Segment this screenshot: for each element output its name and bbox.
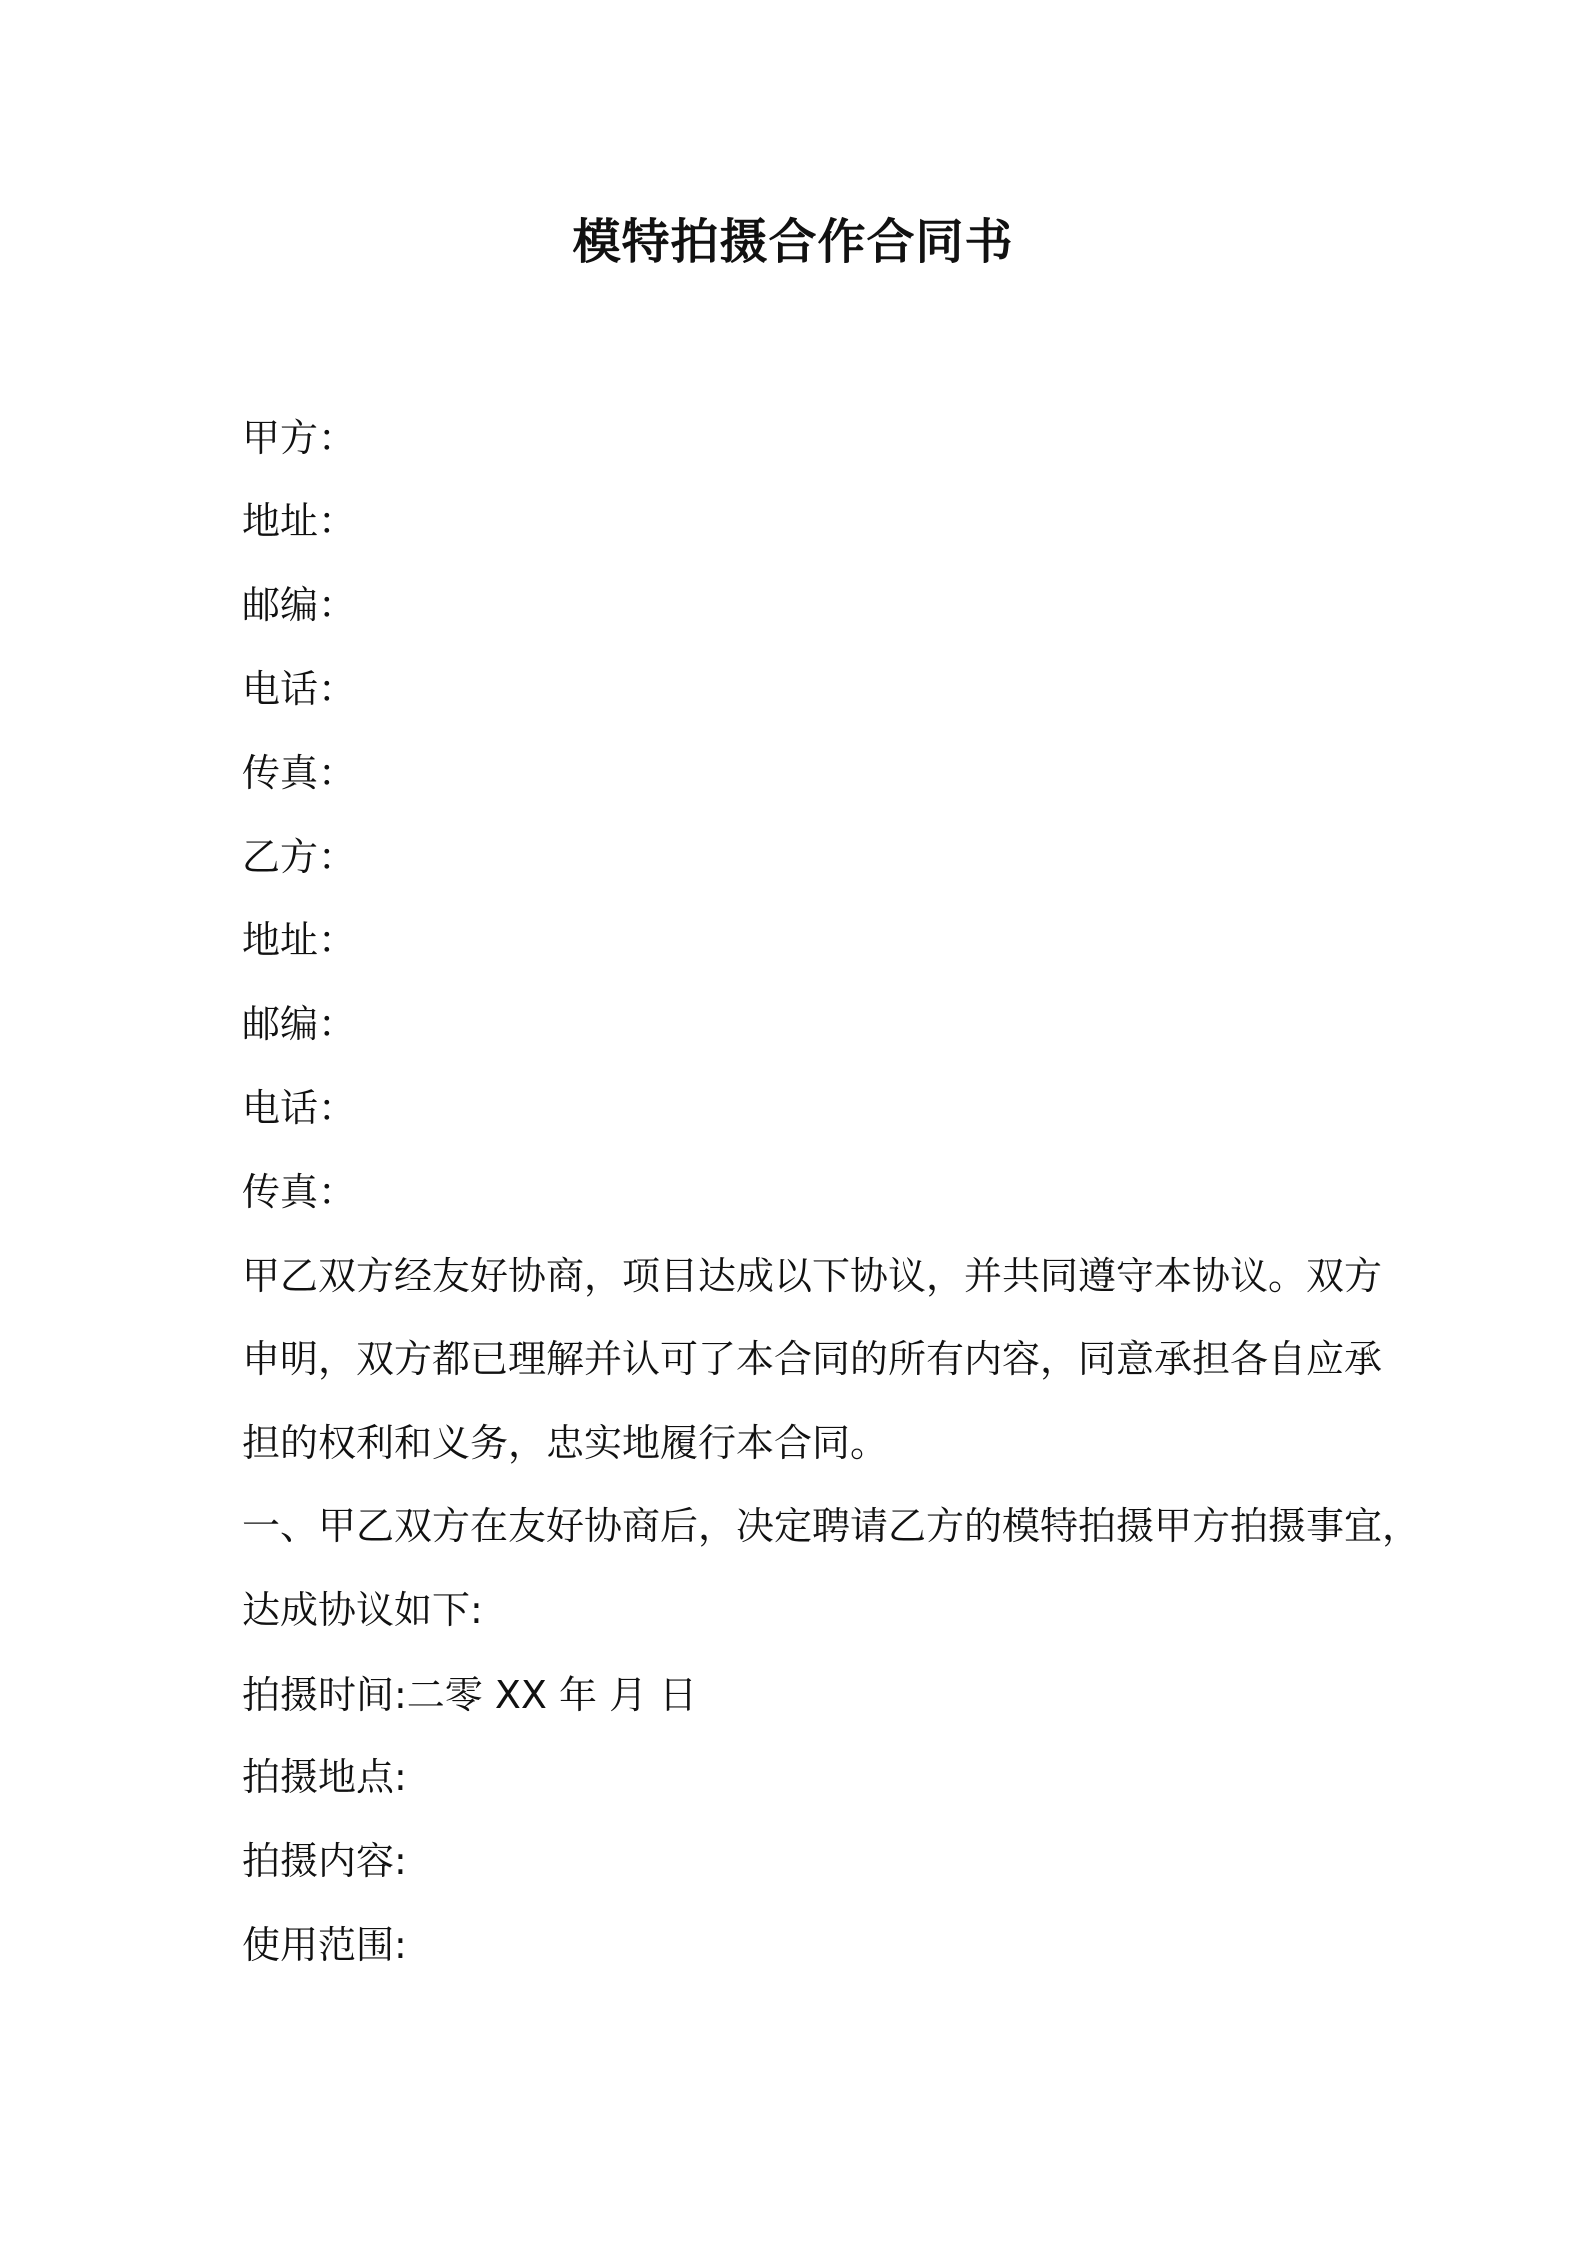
- party-a-phone-label: 电话：: [242, 667, 357, 711]
- clause-1-line: 达成协议如下:: [242, 1588, 483, 1632]
- preamble-line: 甲乙双方经友好协商，项目达成以下协议，并共同遵守本协议。双方: [242, 1254, 1383, 1298]
- shoot-time-line: 拍摄时间:二零 XX 年 月 日: [242, 1673, 698, 1717]
- document-title: 模特拍摄合作合同书: [572, 214, 1014, 270]
- party-b-fax-label: 传真：: [242, 1170, 357, 1214]
- clause-1-line: 一、甲乙双方在友好协商后，决定聘请乙方的模特拍摄甲方拍摄事宜，: [242, 1504, 1421, 1548]
- preamble-line: 申明，双方都已理解并认可了本合同的所有内容，同意承担各自应承: [242, 1337, 1383, 1381]
- preamble-line: 担的权利和义务，忠实地履行本合同。: [242, 1421, 889, 1465]
- party-b-address-label: 地址：: [242, 918, 357, 962]
- party-a-fax-label: 传真：: [242, 751, 357, 795]
- party-b-phone-label: 电话：: [242, 1086, 357, 1130]
- party-a-address-label: 地址：: [242, 499, 357, 543]
- party-b-name-label: 乙方：: [242, 835, 357, 879]
- shoot-content-label: 拍摄内容:: [242, 1839, 407, 1883]
- usage-scope-label: 使用范围:: [242, 1923, 407, 1967]
- shoot-location-label: 拍摄地点:: [242, 1755, 407, 1799]
- party-a-name-label: 甲方：: [242, 416, 357, 460]
- party-b-postcode-label: 邮编：: [242, 1002, 357, 1046]
- party-a-postcode-label: 邮编：: [242, 583, 357, 627]
